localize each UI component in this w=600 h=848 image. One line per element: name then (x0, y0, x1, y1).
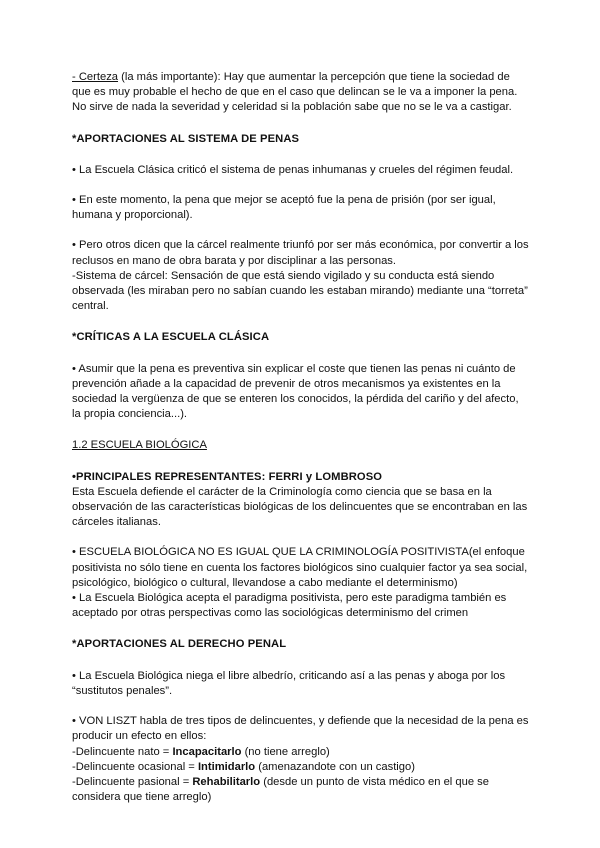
certeza-text: (la más importante): Hay que aumentar la percepción que tiene la sociedad de que es muy probable el hecho de que en el caso que delincan se le va a imponer la pena. No sirve de nada la severidad y celeridad si la población sabe que no se le va a castigar. (72, 71, 518, 114)
derecho-paragraph-1: • La Escuela Biológica niega el libre albedrío, criticando así a las penas y aboga por los “sustitutos penales”. (72, 669, 506, 697)
certeza-label: - Certeza (72, 71, 119, 83)
document-page (72, 70, 530, 805)
heading-criticas: *CRÍTICAS A LA ESCUELA CLÁSICA (72, 331, 270, 344)
representantes-heading: •PRINCIPALES REPRESENTANTES: FERRI y LOMBROSO (72, 470, 383, 483)
certeza-paragraph (72, 70, 530, 116)
section-title-escuela-biologica: 1.2 ESCUELA BIOLÓGICA (72, 439, 207, 452)
penas-paragraph-3: • Pero otros dicen que la cárcel realmente triunfó por ser más económica, por convertir a los reclusos en mano de obra barata y por disciplinar a las personas. (72, 239, 529, 267)
biologica-paragraph-2: • ESCUELA BIOLÓGICA NO ES IGUAL QUE LA CRIMINOLOGÍA POSITIVISTA(el enfoque positivista no sólo tiene en cuenta los factores biológicos sino cualquier factor ya sea social, psicológico, biológico o cultural, llevandose a cabo mediante el determinismo) (72, 546, 528, 589)
tipo-delincuente-ocasional: -Delincuente ocasional = Intimidarlo (amenazandote con un castigo) (72, 760, 415, 773)
biologica-paragraph-1: Esta Escuela defiende el carácter de la Criminología como ciencia que se basa en la observación de las características biológicas de los delincuentes que se encontraban en las cárceles italianas. (72, 485, 528, 529)
tipo-delincuente-pasional: -Delincuente pasional = Rehabilitarlo (desde un punto de vista médico en el que se considera que tiene arreglo) (72, 775, 489, 804)
derecho-paragraph-2: • VON LISZT habla de tres tipos de delincuentes, y defiende que la necesidad de la pena es producir un efecto en ellos: (72, 715, 529, 743)
criticas-paragraph-1: • Asumir que la pena es preventiva sin explicar el coste que tienen las penas ni cuánto de prevención añade a la capacidad de prevenir de otros mecanismos ya existentes en la sociedad la vergüenza de que se enteren los conocidos, la pérdida del cariño y del afecto, la propia conciencia...). (72, 362, 519, 421)
tipo-delincuente-nato: -Delincuente nato = Incapacitarlo (no tiene arreglo) (72, 745, 330, 758)
penas-paragraph-2: • En este momento, la pena que mejor se aceptó fue la pena de prisión (por ser igual, humana y proporcional). (72, 194, 496, 222)
biologica-paragraph-3: • La Escuela Biológica acepta el paradigma positivista, pero este paradigma también es aceptado por otras perspectivas como las sociológicas determinismo del crimen (72, 592, 507, 620)
penas-paragraph-1: • La Escuela Clásica criticó el sistema de penas inhumanas y crueles del régimen feudal. (72, 163, 514, 176)
heading-aportaciones-derecho: *APORTACIONES AL DERECHO PENAL (72, 638, 287, 651)
penas-paragraph-4: -Sistema de cárcel: Sensación de que está siendo vigilado y su conducta está siendo observada (les miraban pero no sabían cuando les estaban mirando) mediante una “torreta” central. (72, 269, 528, 313)
heading-aportaciones-penas: *APORTACIONES AL SISTEMA DE PENAS (72, 132, 300, 145)
